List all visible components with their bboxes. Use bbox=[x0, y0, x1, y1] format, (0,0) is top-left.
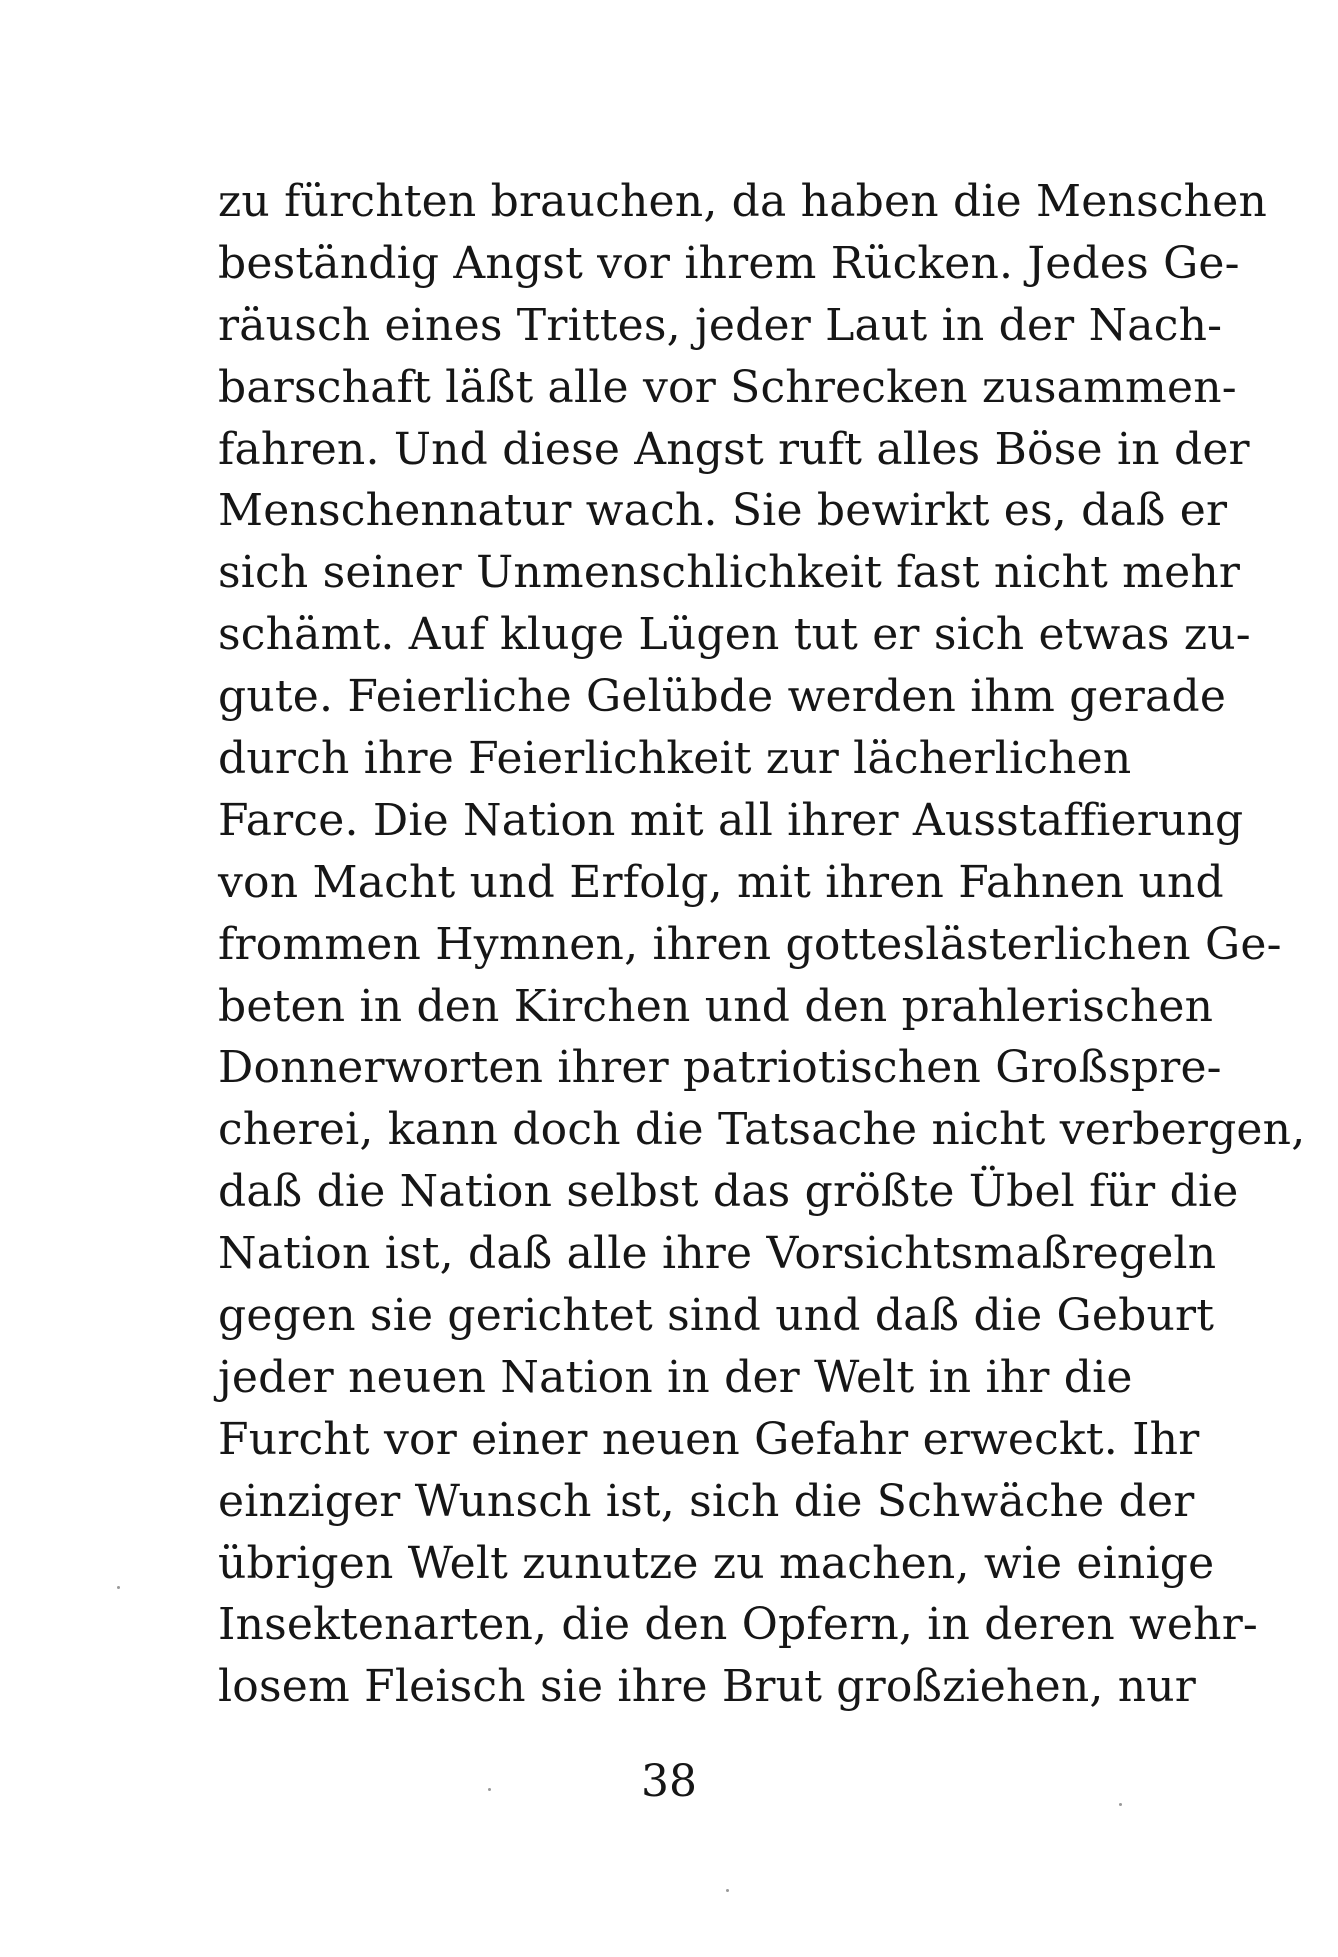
page-number: 38 bbox=[641, 1756, 697, 1807]
text-line: gegen sie gerichtet sind und daß die Geburt bbox=[218, 1290, 1215, 1342]
text-line: einziger Wunsch ist, sich die Schwäche der bbox=[218, 1475, 1195, 1527]
text-line: barschaft läßt alle vor Schrecken zusammen- bbox=[218, 361, 1237, 413]
text-line: daß die Nation selbst das größte Übel für die bbox=[218, 1166, 1239, 1218]
paper-speck bbox=[117, 1586, 120, 1589]
text-line: zu fürchten brauchen, da haben die Menschen bbox=[218, 176, 1268, 227]
text-line: Donnerworten ihrer patriotischen Großspre- bbox=[218, 1042, 1222, 1094]
text-line: cherei, kann doch die Tatsache nicht verbergen, bbox=[218, 1104, 1306, 1156]
text-line: sich seiner Unmenschlichkeit fast nicht mehr bbox=[218, 547, 1241, 599]
text-line: Farce. Die Nation mit all ihrer Ausstaffierung bbox=[218, 794, 1244, 846]
text-line: räusch eines Trittes, jeder Laut in der Nach- bbox=[218, 299, 1223, 351]
text-line: Furcht vor einer neuen Gefahr erweckt. Ihr bbox=[218, 1413, 1200, 1465]
paper-speck bbox=[726, 1889, 729, 1892]
text-line: losem Fleisch sie ihre Brut großziehen, nur bbox=[218, 1661, 1197, 1713]
body-text bbox=[218, 171, 1306, 1718]
text-line: schämt. Auf kluge Lügen tut er sich etwas zu- bbox=[218, 609, 1251, 661]
text-line: durch ihre Feierlichkeit zur lächerlichen bbox=[218, 733, 1132, 785]
text-line: von Macht und Erfolg, mit ihren Fahnen und bbox=[218, 856, 1224, 908]
text-line: Menschennatur wach. Sie bewirkt es, daß er bbox=[218, 485, 1228, 537]
text-line: beten in den Kirchen und den prahlerischen bbox=[218, 980, 1214, 1032]
text-line: beständig Angst vor ihrem Rücken. Jedes Ge- bbox=[218, 237, 1240, 289]
paper-speck bbox=[1119, 1803, 1122, 1806]
text-line: gute. Feierliche Gelübde werden ihm gerade bbox=[218, 671, 1227, 723]
text-line: frommen Hymnen, ihren gotteslästerlichen Ge- bbox=[218, 918, 1282, 970]
text-line: übrigen Welt zunutze zu machen, wie einige bbox=[218, 1537, 1215, 1589]
text-line: Insektenarten, die den Opfern, in deren wehr- bbox=[218, 1599, 1258, 1651]
text-line: jeder neuen Nation in der Welt in ihr die bbox=[218, 1351, 1133, 1403]
text-line: fahren. Und diese Angst ruft alles Böse in der bbox=[218, 423, 1250, 475]
text-line: Nation ist, daß alle ihre Vorsichtsmaßregeln bbox=[218, 1228, 1217, 1280]
paper-speck bbox=[488, 1788, 491, 1791]
